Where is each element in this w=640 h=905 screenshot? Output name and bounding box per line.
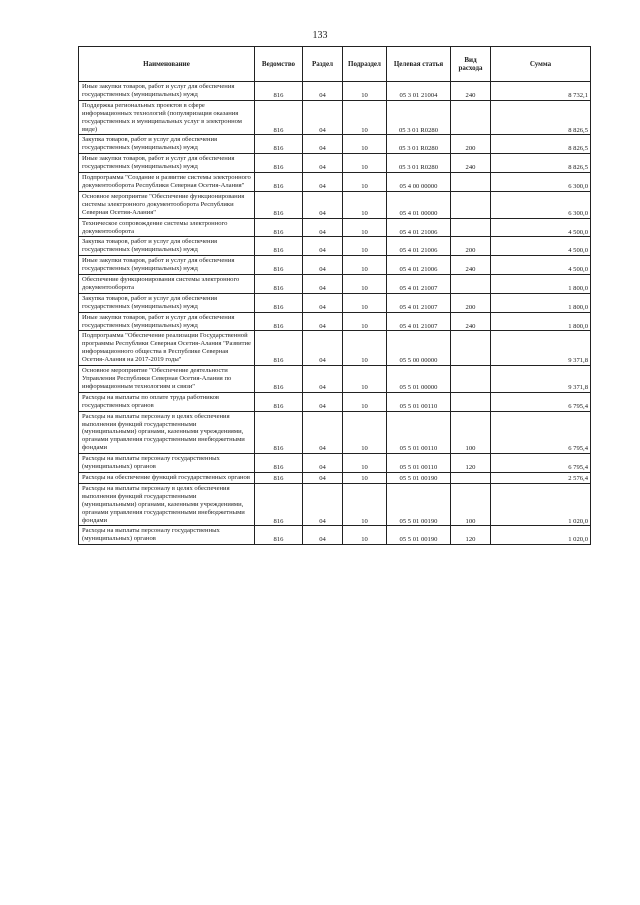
row-target-article: 05 5 01 00110 <box>387 392 451 411</box>
row-sum: 1 800,0 <box>491 275 591 294</box>
row-target-article: 05 4 01 21006 <box>387 218 451 237</box>
row-section: 04 <box>303 100 343 135</box>
row-section: 04 <box>303 293 343 312</box>
row-sum: 9 371,8 <box>491 331 591 366</box>
row-expense-type <box>451 218 491 237</box>
row-expense-type: 100 <box>451 483 491 526</box>
row-department: 816 <box>255 392 303 411</box>
table-header-row <box>79 47 591 82</box>
row-section: 04 <box>303 135 343 154</box>
table-row <box>79 191 591 218</box>
row-target-article: 05 3 01 R0280 <box>387 154 451 173</box>
row-name: Расходы на выплаты по оплате труда работников государственных органов <box>79 392 255 411</box>
row-expense-type <box>451 472 491 483</box>
row-expense-type <box>451 331 491 366</box>
page-number: 133 <box>312 30 328 41</box>
row-section: 04 <box>303 256 343 275</box>
row-expense-type: 240 <box>451 154 491 173</box>
row-name: Поддержка региональных проектов в сфере информационных технологий (популяризация оказания государственных и муниципальных услуг в электронном виде) <box>79 100 255 135</box>
row-department: 816 <box>255 218 303 237</box>
row-department: 816 <box>255 135 303 154</box>
table-row <box>79 154 591 173</box>
row-subsection: 10 <box>343 526 387 545</box>
header-department: Ведомство <box>255 47 303 82</box>
row-section: 04 <box>303 366 343 393</box>
row-section: 04 <box>303 411 343 454</box>
row-department: 816 <box>255 526 303 545</box>
row-subsection: 10 <box>343 218 387 237</box>
row-subsection: 10 <box>343 366 387 393</box>
row-target-article: 05 5 01 00110 <box>387 411 451 454</box>
row-department: 816 <box>255 411 303 454</box>
row-name: Расходы на обеспечение функций государственных органов <box>79 472 255 483</box>
row-name: Иные закупки товаров, работ и услуг для обеспечения государственных (муниципальных) нужд <box>79 82 255 101</box>
table-row <box>79 275 591 294</box>
row-department: 816 <box>255 454 303 473</box>
row-expense-type: 200 <box>451 293 491 312</box>
row-name: Закупка товаров, работ и услуг для обеспечения государственных (муниципальных) нужд <box>79 293 255 312</box>
row-sum: 1 020,0 <box>491 483 591 526</box>
row-section: 04 <box>303 191 343 218</box>
row-expense-type <box>451 275 491 294</box>
row-name: Основное мероприятие "Обеспечение деятельности Управления Республики Северная Осетия-Алания по информационным технологиям и связи" <box>79 366 255 393</box>
row-department: 816 <box>255 472 303 483</box>
table-row <box>79 82 591 101</box>
row-sum: 1 800,0 <box>491 293 591 312</box>
row-sum: 6 300,0 <box>491 191 591 218</box>
row-section: 04 <box>303 275 343 294</box>
row-name: Иные закупки товаров, работ и услуг для обеспечения государственных (муниципальных) нужд <box>79 154 255 173</box>
row-section: 04 <box>303 237 343 256</box>
table-row <box>79 312 591 331</box>
row-subsection: 10 <box>343 411 387 454</box>
row-section: 04 <box>303 526 343 545</box>
row-department: 816 <box>255 191 303 218</box>
row-sum: 6 795,4 <box>491 454 591 473</box>
budget-table <box>78 46 591 545</box>
row-subsection: 10 <box>343 472 387 483</box>
row-subsection: 10 <box>343 173 387 192</box>
row-target-article: 05 4 01 21007 <box>387 312 451 331</box>
row-department: 816 <box>255 293 303 312</box>
row-department: 816 <box>255 256 303 275</box>
row-expense-type <box>451 366 491 393</box>
row-expense-type <box>451 100 491 135</box>
row-section: 04 <box>303 173 343 192</box>
table-row <box>79 366 591 393</box>
row-sum: 4 500,0 <box>491 218 591 237</box>
row-expense-type: 120 <box>451 454 491 473</box>
row-sum: 1 800,0 <box>491 312 591 331</box>
row-subsection: 10 <box>343 293 387 312</box>
row-subsection: 10 <box>343 237 387 256</box>
row-name: Подпрограмма "Создание и развитие системы электронного документооборота Республики Северная Осетия-Алания" <box>79 173 255 192</box>
row-target-article: 05 5 01 00190 <box>387 526 451 545</box>
row-target-article: 05 5 01 00110 <box>387 454 451 473</box>
header-sum: Сумма <box>491 47 591 82</box>
row-target-article: 05 4 01 21007 <box>387 275 451 294</box>
table-row <box>79 293 591 312</box>
row-department: 816 <box>255 331 303 366</box>
row-expense-type: 200 <box>451 135 491 154</box>
row-sum: 4 500,0 <box>491 237 591 256</box>
row-subsection: 10 <box>343 191 387 218</box>
table-row <box>79 526 591 545</box>
row-subsection: 10 <box>343 312 387 331</box>
row-subsection: 10 <box>343 392 387 411</box>
row-name: Закупка товаров, работ и услуг для обеспечения государственных (муниципальных) нужд <box>79 135 255 154</box>
table-row <box>79 411 591 454</box>
row-name: Подпрограмма "Обеспечение реализации Государственной программы Республики Северная Осетия-Алания "Развитие информационного общества в Республике Северная Осетия-Алания на 2017-2019 годы" <box>79 331 255 366</box>
row-target-article: 05 5 01 00190 <box>387 483 451 526</box>
row-expense-type: 240 <box>451 256 491 275</box>
row-target-article: 05 4 01 21007 <box>387 293 451 312</box>
row-sum: 6 795,4 <box>491 392 591 411</box>
row-sum: 8 826,5 <box>491 154 591 173</box>
row-section: 04 <box>303 454 343 473</box>
row-subsection: 10 <box>343 483 387 526</box>
table-row <box>79 454 591 473</box>
row-sum: 6 300,0 <box>491 173 591 192</box>
row-sum: 6 795,4 <box>491 411 591 454</box>
row-section: 04 <box>303 392 343 411</box>
row-target-article: 05 4 01 21006 <box>387 256 451 275</box>
row-expense-type: 200 <box>451 237 491 256</box>
row-name: Расходы на выплаты персоналу государственных (муниципальных) органов <box>79 526 255 545</box>
row-expense-type <box>451 392 491 411</box>
row-section: 04 <box>303 472 343 483</box>
row-subsection: 10 <box>343 100 387 135</box>
row-target-article: 05 3 01 R0280 <box>387 100 451 135</box>
table-row <box>79 483 591 526</box>
row-expense-type <box>451 191 491 218</box>
row-department: 816 <box>255 483 303 526</box>
row-department: 816 <box>255 366 303 393</box>
row-name: Закупка товаров, работ и услуг для обеспечения государственных (муниципальных) нужд <box>79 237 255 256</box>
row-subsection: 10 <box>343 154 387 173</box>
table-row <box>79 331 591 366</box>
row-target-article: 05 3 01 R0280 <box>387 135 451 154</box>
row-expense-type: 240 <box>451 82 491 101</box>
row-subsection: 10 <box>343 82 387 101</box>
row-section: 04 <box>303 154 343 173</box>
row-expense-type: 240 <box>451 312 491 331</box>
row-name: Расходы на выплаты персоналу в целях обеспечения выполнения функций государственными (муниципальными) органами, казенными учреждениями, органами управления государственными внебюджетными фондами <box>79 483 255 526</box>
row-expense-type: 120 <box>451 526 491 545</box>
row-target-article: 05 3 01 21004 <box>387 82 451 101</box>
row-department: 816 <box>255 82 303 101</box>
row-name: Расходы на выплаты персоналу в целях обеспечения выполнения функций государственными (муниципальными) органами, казенными учреждениями, органами управления государственными внебюджетными фондами <box>79 411 255 454</box>
row-target-article: 05 5 01 00190 <box>387 472 451 483</box>
table-row <box>79 135 591 154</box>
header-name: Наименование <box>79 47 255 82</box>
row-subsection: 10 <box>343 331 387 366</box>
header-subsection: Подраздел <box>343 47 387 82</box>
row-department: 816 <box>255 275 303 294</box>
row-section: 04 <box>303 218 343 237</box>
row-sum: 9 371,8 <box>491 366 591 393</box>
row-expense-type: 100 <box>451 411 491 454</box>
row-subsection: 10 <box>343 275 387 294</box>
row-section: 04 <box>303 312 343 331</box>
row-section: 04 <box>303 483 343 526</box>
row-subsection: 10 <box>343 135 387 154</box>
row-sum: 2 576,4 <box>491 472 591 483</box>
header-target-article: Целевая статья <box>387 47 451 82</box>
row-department: 816 <box>255 173 303 192</box>
row-name: Обеспечение функционирования системы электронного документооборота <box>79 275 255 294</box>
row-department: 816 <box>255 312 303 331</box>
header-expense-type: Вид расхода <box>451 47 491 82</box>
table-row <box>79 218 591 237</box>
row-name: Иные закупки товаров, работ и услуг для обеспечения государственных (муниципальных) нужд <box>79 312 255 331</box>
header-section: Раздел <box>303 47 343 82</box>
table-row <box>79 392 591 411</box>
row-target-article: 05 4 01 21006 <box>387 237 451 256</box>
row-subsection: 10 <box>343 256 387 275</box>
row-name: Основное мероприятие "Обеспечение функционирования системы электронного документооборота Республики Северная Осетия-Алания" <box>79 191 255 218</box>
row-target-article: 05 4 01 00000 <box>387 191 451 218</box>
row-target-article: 05 5 00 00000 <box>387 331 451 366</box>
row-expense-type <box>451 173 491 192</box>
row-department: 816 <box>255 154 303 173</box>
row-target-article: 05 5 01 00000 <box>387 366 451 393</box>
row-sum: 4 500,0 <box>491 256 591 275</box>
row-section: 04 <box>303 82 343 101</box>
table-row <box>79 256 591 275</box>
table-row <box>79 472 591 483</box>
table-row <box>79 100 591 135</box>
row-target-article: 05 4 00 00000 <box>387 173 451 192</box>
table-row <box>79 237 591 256</box>
row-department: 816 <box>255 237 303 256</box>
row-sum: 8 732,1 <box>491 82 591 101</box>
row-section: 04 <box>303 331 343 366</box>
row-name: Техническое сопровождение системы электронного документооборота <box>79 218 255 237</box>
row-name: Иные закупки товаров, работ и услуг для обеспечения государственных (муниципальных) нужд <box>79 256 255 275</box>
row-sum: 8 826,5 <box>491 100 591 135</box>
table-row <box>79 173 591 192</box>
row-subsection: 10 <box>343 454 387 473</box>
row-sum: 8 826,5 <box>491 135 591 154</box>
row-sum: 1 020,0 <box>491 526 591 545</box>
row-department: 816 <box>255 100 303 135</box>
row-name: Расходы на выплаты персоналу государственных (муниципальных) органов <box>79 454 255 473</box>
